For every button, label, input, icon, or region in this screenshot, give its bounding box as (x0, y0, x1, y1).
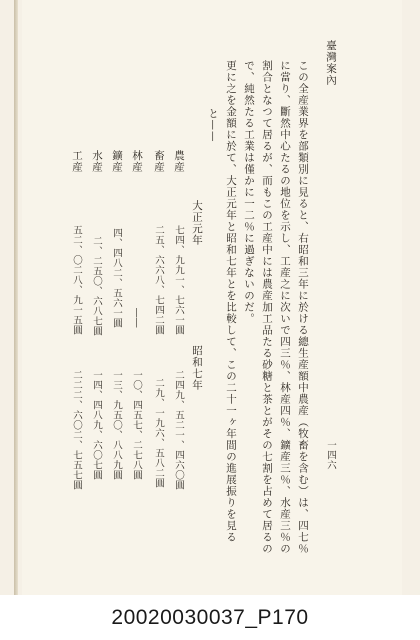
table-cell-suisan-showa: 一四、四八九、六〇七圓 (91, 370, 102, 480)
body-line-3: 割合となつて居るが、而もこの工産中には農産加工品たる砂糖と茶とがその七割を占めて居るの (261, 60, 273, 555)
body-line-2: に當り、斷然中心たるの地位を示し、工産之に次いで四三％、林産四％、鑛産三％、水産三％の (279, 60, 291, 555)
table-label-suisan: 水産 (91, 150, 103, 173)
table-label-kousan: 鑛産 (111, 150, 123, 173)
table-cell-kousan-taisho: 四、四八二、五六一圓 (111, 228, 122, 328)
table-label-chikusan: 畜産 (153, 150, 165, 173)
table-cell-nousan-taisho: 七四、九九一、七六一圓 (173, 225, 184, 335)
table-label-kousan-industry: 工産 (71, 150, 83, 173)
table-cell-rinsan-taisho: ―― (131, 308, 142, 328)
table-cell-kousan-showa: 一三、九五〇、八八九圓 (111, 370, 122, 480)
table-cell-rinsan-showa: 一〇、四五七、二七八圓 (131, 370, 142, 480)
page-number: 一四六 (325, 440, 336, 470)
archive-id-caption: 20020030037_P170 (111, 605, 309, 629)
table-header-taisho: 大正元年 (191, 200, 203, 246)
page-edge (14, 0, 18, 595)
running-header: 臺灣案內 (325, 40, 337, 86)
table-cell-suisan-taisho: 二、二五〇、六八七圓 (91, 236, 102, 336)
table-label-rinsan: 林産 (131, 150, 143, 173)
table-label-nousan: 農産 (173, 150, 185, 173)
archive-caption-bar (0, 595, 420, 640)
table-cell-nousan-showa: 二四九、五二一、四六〇圓 (173, 370, 184, 490)
table-header-showa: 昭和七年 (191, 345, 203, 391)
body-line-1: この全産業界を部類別に見ると、右昭和三年に於ける總生産額中農産（牧畜を含む）は、四七％ (297, 60, 309, 555)
table-cell-kougyo-showa: 二二二、六〇二、七五七圓 (71, 370, 82, 490)
body-line-4: で、純然たる工業は僅かに一二％に過ぎないのだ。 (243, 60, 255, 325)
body-line-5: 更に之を金額に於て、大正元年と昭和七年とを比較して、この二十一ヶ年間の進展振りを見る (225, 60, 237, 543)
table-cell-chikusan-showa: 二九、一九六、五八二圓 (153, 378, 164, 488)
table-cell-chikusan-taisho: 二五、六六八、七四二圓 (153, 225, 164, 335)
body-line-6: と—— (207, 108, 219, 143)
table-cell-kougyo-taisho: 五二、〇二八、九一五圓 (71, 225, 82, 335)
